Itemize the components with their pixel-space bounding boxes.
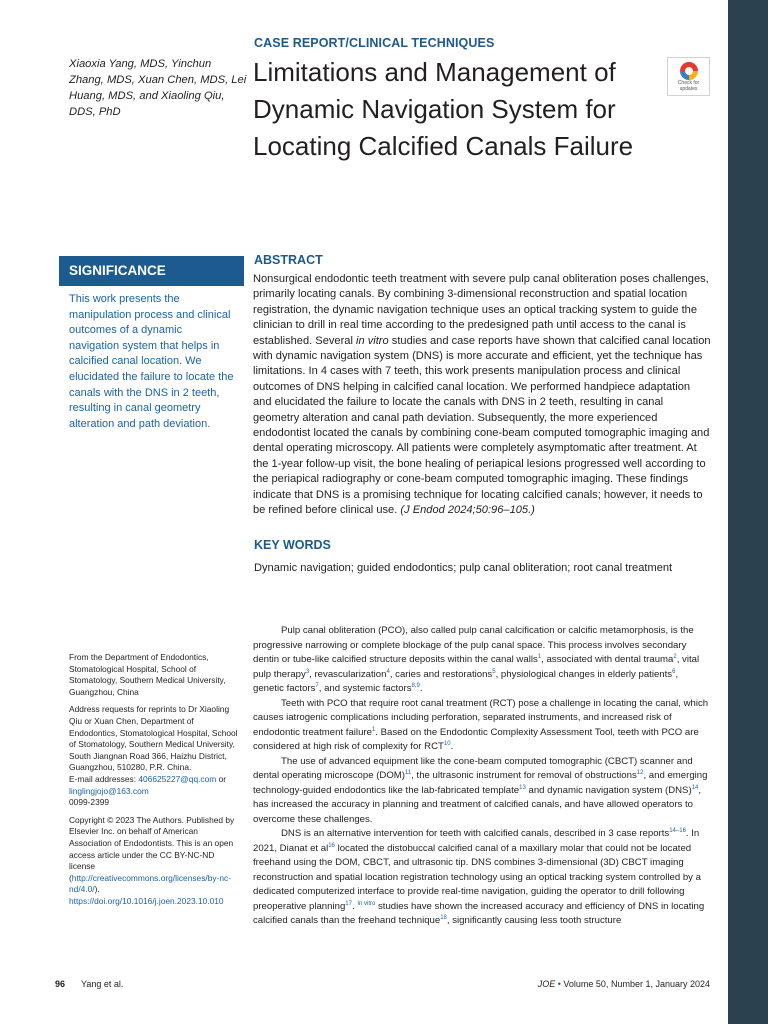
author-list: Xiaoxia Yang, MDS, Yinchun Zhang, MDS, Xuan Chen, MDS, Lei Huang, MDS, and Xiaoling Qiu, DDS, PhD (69, 58, 247, 118)
reference-marker[interactable]: 12 (636, 769, 644, 776)
reference-marker[interactable]: 17 (345, 900, 352, 907)
reference-marker[interactable]: 8,9 (411, 682, 420, 689)
license-link[interactable]: http://creativecommons.org/licenses/by-nc-nd/4.0/ (69, 872, 231, 895)
footer-left (55, 979, 123, 989)
body-text (253, 624, 711, 929)
abstract-citation: (J Endod 2024;50:96–105.) (400, 504, 535, 517)
reference-marker[interactable]: 10 (443, 740, 451, 747)
reference-marker[interactable]: 14 (691, 784, 699, 791)
footer-journal: JOE • Volume 50, Number 1, January 2024 (537, 979, 710, 989)
body-paragraph: Teeth with PCO that require root canal treatment (RCT) pose a challenge in locating the canal, which causes iatrogenic complications including perforation, separated instruments, and increased risk of endodontic treatment failure$^1$. Based on the Endodontic Complexity Assessment Tool, teeth with PCO are considered at high risk of complexity for RCT$^{10}$. (253, 697, 709, 752)
copyright-notice: Copyright © 2023 The Authors. Published by Elsevier Inc. on behalf of American Association of Endodontists. This is an open access article under the CC BY-NC-ND license (http://creativecommons.org/licenses/by-nc-nd/4.0/). https://doi.org/10.1016/j.joen.2023.10.010 (69, 814, 235, 906)
doi-link[interactable]: https://doi.org/10.1016/j.joen.2023.10.010 (69, 895, 224, 906)
email-link-1[interactable]: 406625227@qq.com (138, 773, 217, 784)
article-type: CASE REPORT/CLINICAL TECHNIQUES (254, 36, 495, 50)
reference-marker[interactable]: 2 (673, 653, 677, 660)
reference-marker[interactable]: 4 (386, 668, 390, 675)
abstract-heading: ABSTRACT (254, 253, 323, 267)
reference-marker[interactable]: 1 (537, 653, 542, 660)
reprint-address: Address requests for reprints to Dr Xiaoling Qiu or Xuan Chen, Department of Endodontics, Stomatological Hospital, School of Stomatology, Southern Medical University, South Jiangnan Road 366, Haizhu District, Guangzhou, 510280, P.R. China. E-mail addresses: 406625227@qq.com or linglingjojo@163.com 0099-2399 (69, 704, 238, 808)
reference-marker[interactable]: 14–16 (669, 827, 686, 834)
affiliation-notes (69, 652, 239, 913)
reference-marker[interactable]: 13 (519, 784, 526, 791)
running-head: Yang et al. (81, 979, 124, 989)
keywords-text: Dynamic navigation; guided endodontics; pulp canal obliteration; root canal treatment (254, 562, 673, 574)
reference-marker[interactable]: In vitro (357, 900, 376, 907)
reference-marker[interactable]: 5 (492, 668, 496, 675)
email-link-2[interactable]: linglingjojo@163.com (69, 785, 149, 796)
side-color-bar (728, 0, 768, 1024)
body-paragraph: Pulp canal obliteration (PCO), also called pulp canal calcification or calcific metamorphosis, is the progressive narrowing or complete blockage of the pulp canal space. This process involves secondary dentin or tube-like calcified structure deposits within the canal walls$^1$, associated with dental trauma$^2$, vital pulp therapy$^3$, revascularization$^4$, caries and restorations$^5$, physiological changes in elderly patients$^6$, genetic factors$^7$, and systemic factors$^{8,9}$. (253, 625, 700, 694)
abstract-text: Nonsurgical endodontic teeth treatment with severe pulp canal obliteration poses challenges, primarily locating canals. By combining 3-dimensional reconstruction and spatial location registration, the dynamic navigation technique uses an optical tracking system to guide the clinician to drill in real time according to the predesigned path until access to the canal is established. Several in vitro studies and case reports have shown that calcified canal location with dynamic navigation system (DNS) is more accurate and efficient, yet the technique has limitations. In 4 cases with 7 teeth, this work presents manipulation process and clinical outcomes of DNS helping in calcified canal location. We performed handpiece adaptation and elucidated the failure to locate the canals with DNS in 2 teeth, resulting in canal geometry alteration and canal path deviation. Subsequently, the more experienced endodontist located the canals by combining cone-beam computed tomographic imaging and dental operating microscopy. All patients were completely asymptomatic after treatment. At the 1-year follow-up visit, the bone healing of periapical lesions progressed well according to the periapical radiography or cone-beam computed tomographic imaging. These findings indicate that DNS is a promising technique for locating calcified canals; however, it needs to be refined before clinical use. (J Endod 2024;50:96–105.) (253, 273, 711, 517)
page-number: 96 (55, 979, 66, 989)
significance-heading: SIGNIFICANCE (59, 256, 244, 286)
reference-marker[interactable]: 7 (315, 682, 319, 689)
body-paragraph: DNS is an alternative intervention for teeth with calcified canals, described in 3 case reports$^{14-16}$. In 2021, Dianat et $al^{16}$ located the distobuccal calcified canal of a maxillary molar that could not be located freehand using the DOM, CBCT, and ultrasonic tip. DNS combines 3-dimensional (3D) CBCT imaging reconstruction and spatial location registration technology using an optical tracking system controlled by a dedicated computerized interface to provide real-time navigation, guiding the operator to drill following preoperative planning$^{17}$. $^{In vitro}$ studies have shown the increased accuracy and efficiency of DNS in locating calcified canals than the freehand technique$^{18}$, significantly causing less tooth structure (253, 827, 705, 926)
reference-marker[interactable]: 3 (305, 668, 310, 675)
reference-marker[interactable]: 11 (404, 769, 412, 776)
body-paragraph: The use of advanced equipment like the cone-beam computed tomographic (CBCT) scanner and dental operating microscope (DOM)$^{11}$, the ultrasonic instrument for removal of obstructions$^{12}$, and emerging technology-guided endodontics like the lab-fabricated template$^{13}$ and dynamic navigation system (DNS)$^{14}$, has increased the accuracy in planning and treatment of calcified canals, and have allowed operators to overcome these challenges. (253, 755, 708, 825)
reference-marker[interactable]: 18 (440, 914, 447, 921)
check-updates-label: Check for updates (677, 80, 700, 92)
reference-marker[interactable]: 1 (371, 726, 376, 733)
reference-marker[interactable]: 16 (328, 842, 335, 849)
article-title: Limitations and Management of Dynamic Navigation System for Locating Calcified Canals Failure (253, 57, 634, 161)
check-for-updates-badge[interactable] (667, 57, 710, 96)
reference-marker[interactable]: 6 (672, 668, 676, 675)
issn: 0099-2399 (69, 797, 110, 808)
significance-text: This work presents the manipulation process and clinical outcomes of a dynamic navigation system that helps in calcified canal location. We elucidated the failure to locate the canals with the DNS in 2 teeth, resulting in canal geometry alteration and path deviation. (69, 293, 234, 430)
affiliation-from: From the Department of Endodontics, Stomatological Hospital, School of Stomatology, Southern Medical University, Guangzhou, China (69, 652, 226, 697)
keywords-heading: KEY WORDS (254, 538, 331, 552)
check-updates-icon (680, 62, 698, 80)
